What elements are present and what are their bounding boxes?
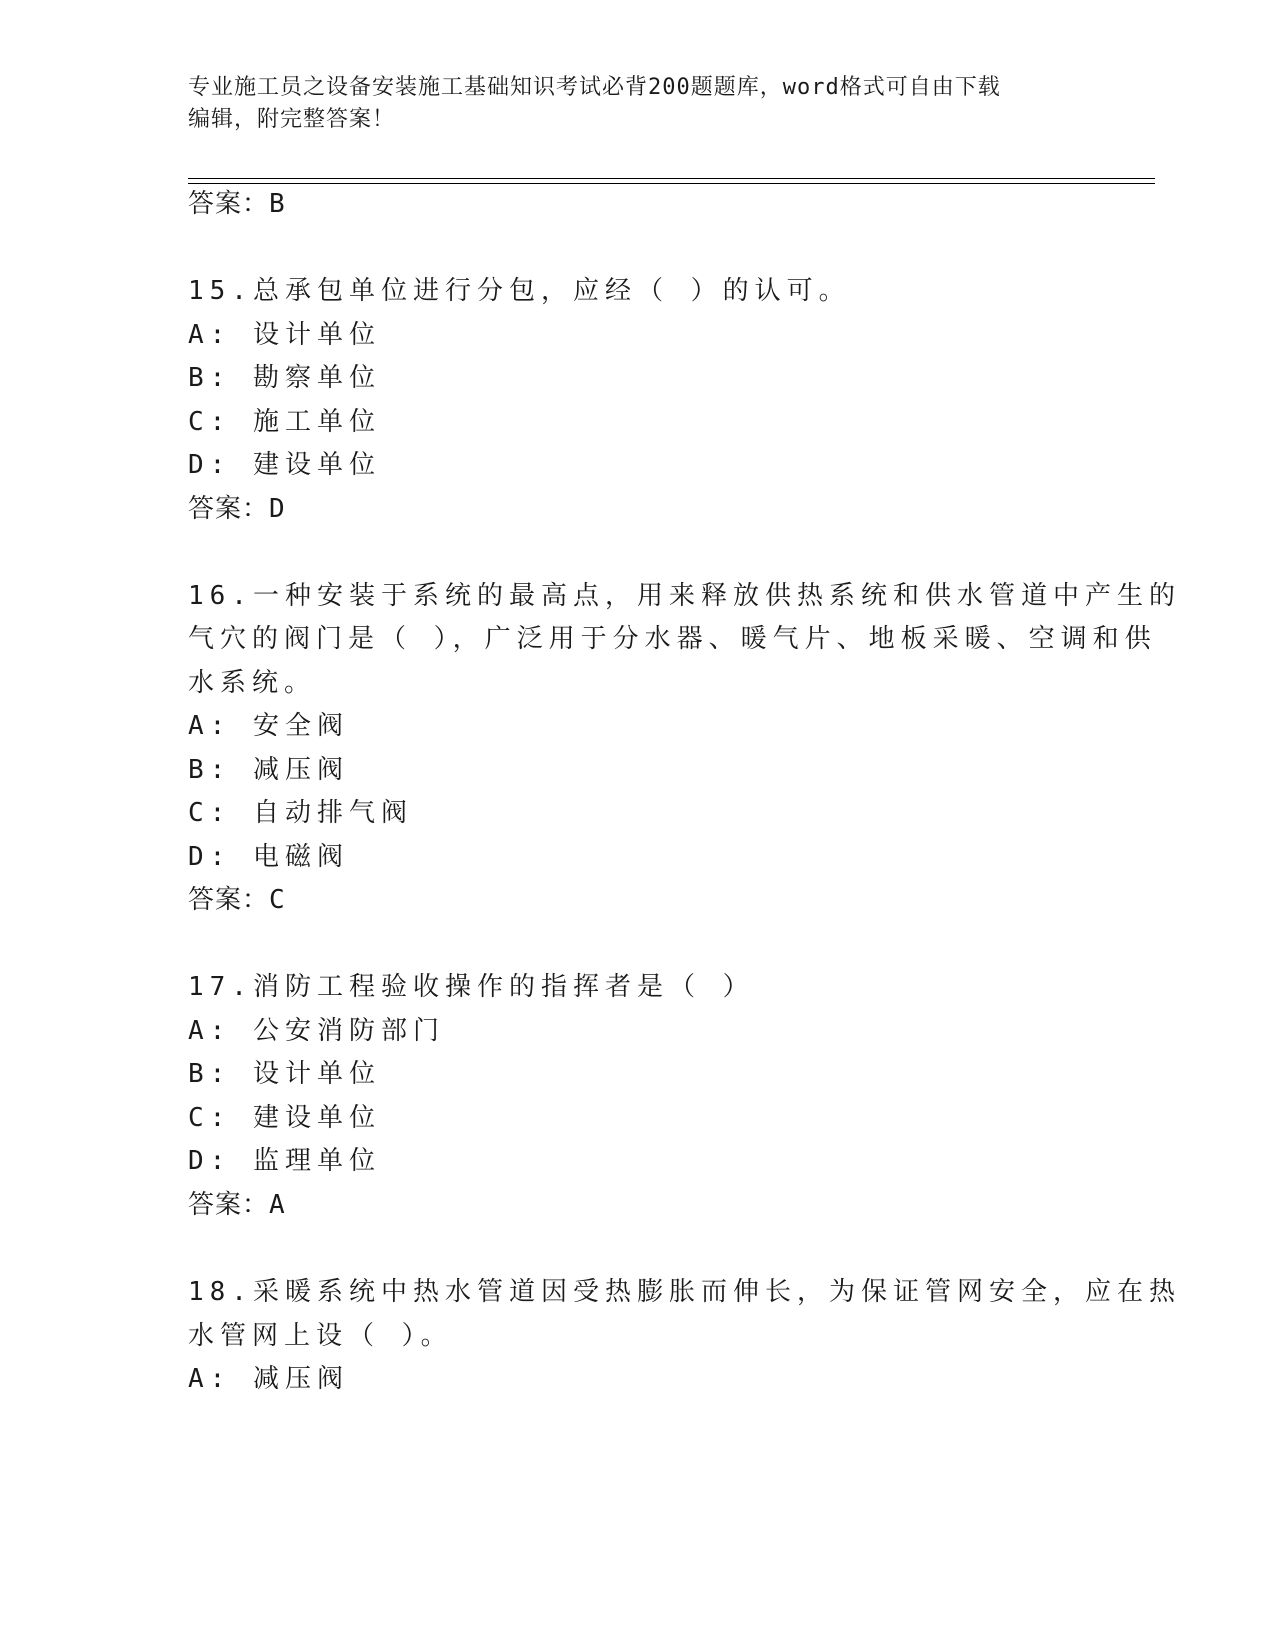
question-15-option-d: D: 建设单位 — [188, 450, 381, 480]
question-18-text-line-1: 18.采暖系统中热水管道因受热膨胀而伸长，为保证管网安全，应在热 — [188, 1277, 1181, 1307]
question-17-option-c: C: 建设单位 — [188, 1103, 381, 1133]
question-17-option-a: A: 公安消防部门 — [188, 1016, 445, 1046]
answer-value: B — [269, 189, 286, 219]
question-15-option-c: C: 施工单位 — [188, 407, 381, 437]
question-16-option-c: C: 自动排气阀 — [188, 798, 413, 828]
answer-prefix: 答案： — [188, 885, 270, 915]
question-17-answer — [188, 1189, 286, 1221]
header-line-2: 编辑，附完整答案！ — [188, 107, 396, 132]
question-15-answer — [188, 493, 286, 525]
answer-value: A — [269, 1190, 286, 1220]
header-divider-bottom — [188, 183, 1155, 184]
question-17-option-d: D: 监理单位 — [188, 1146, 381, 1176]
header-line-1: 专业施工员之设备安装施工基础知识考试必背200题题库，word格式可自由下载 — [188, 75, 1001, 100]
answer-value: C — [269, 885, 286, 915]
question-18-text-line-2: 水管网上设（ ）。 — [188, 1321, 453, 1351]
answer-value: D — [269, 494, 286, 524]
question-15-text: 15.总承包单位进行分包，应经（ ）的认可。 — [188, 276, 851, 306]
question-16-answer — [188, 884, 286, 916]
answer-line — [188, 188, 286, 220]
question-15-option-a: A: 设计单位 — [188, 320, 381, 350]
question-16-option-d: D: 电磁阀 — [188, 842, 349, 872]
question-17-text: 17.消防工程验收操作的指挥者是（ ） — [188, 972, 755, 1002]
question-16-text-line-3: 水系统。 — [188, 668, 317, 698]
question-16-option-a: A: 安全阀 — [188, 711, 349, 741]
header-divider-top — [188, 178, 1155, 179]
question-16-option-b: B: 减压阀 — [188, 755, 349, 785]
document-header — [188, 72, 1088, 136]
question-15-option-b: B: 勘察单位 — [188, 363, 381, 393]
question-16-text-line-1: 16.一种安装于系统的最高点，用来释放供热系统和供水管道中产生的 — [188, 581, 1181, 611]
question-16-text-line-2: 气穴的阀门是（ ），广泛用于分水器、暖气片、地板采暖、空调和供 — [188, 624, 1157, 654]
answer-prefix: 答案： — [188, 494, 270, 524]
question-17-option-b: B: 设计单位 — [188, 1059, 381, 1089]
question-18-option-a: A: 减压阀 — [188, 1364, 349, 1394]
answer-prefix: 答案： — [188, 1190, 270, 1220]
answer-prefix: 答案： — [188, 189, 270, 219]
